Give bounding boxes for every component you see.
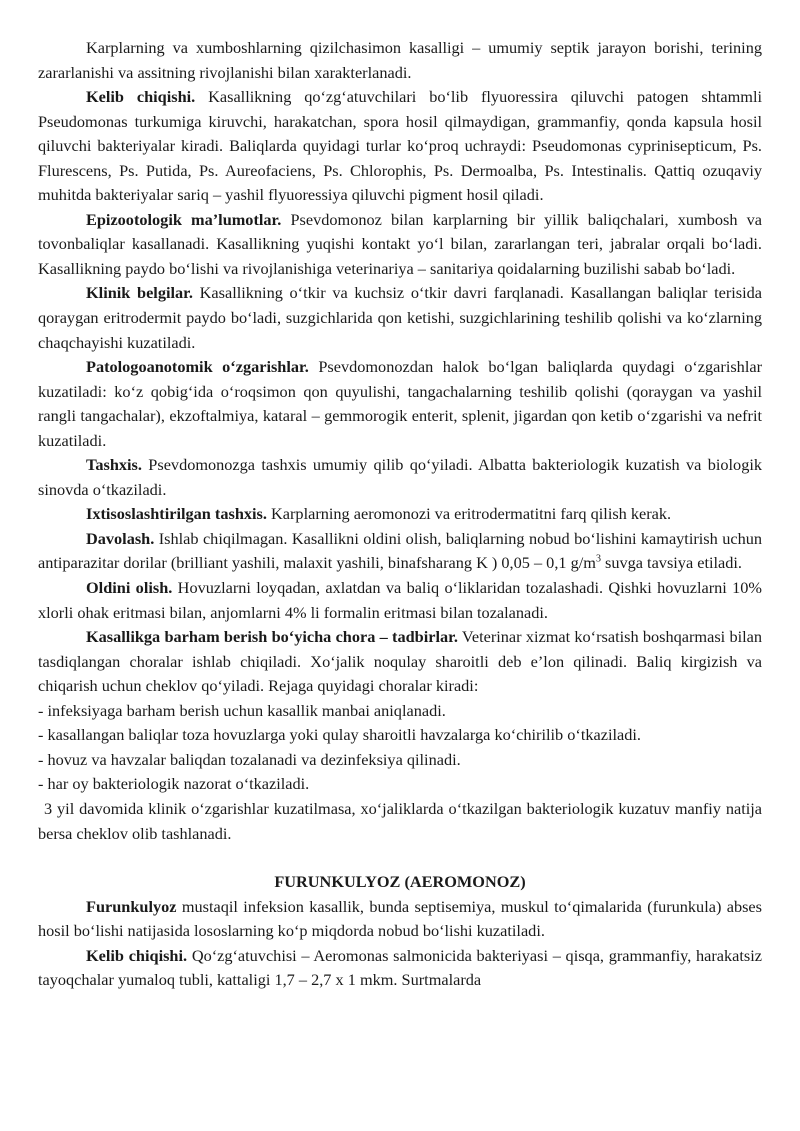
paragraph-label: Kelib chiqishi. <box>86 87 196 107</box>
section-heading: FURUNKULYOZ (AEROMONOZ) <box>274 872 526 892</box>
paragraph-text: mustaqil infeksion kasallik, bunda septisemiya, muskul to‘qimalarida (furunkula) abses hosil bo‘lishi natijasida lososlarning ko‘p miqdorda nobud bo‘lishi kuzatiladi. <box>38 896 762 941</box>
paragraph-furunculosis-origin <box>38 944 762 993</box>
paragraph-diagnosis <box>38 453 762 502</box>
paragraph-label: Patologoanotomik o‘zgarishlar. <box>86 357 309 377</box>
paragraph-text: Veterinar xizmat ko‘rsatish boshqarmasi bilan tasdiqlangan choralar ishlab chiqiladi. Xo‘jalik noqulay sharoitli deb e’lon qilinadi. Baliq kirgizish va chiqarish uchun cheklov qo‘yiladi. Rejaga quyidagi choralar kiradi: <box>38 627 762 696</box>
paragraph-text: Karplarning aeromonozi va eritrodermatitni farq qilish kerak. <box>266 504 672 524</box>
superscript: 3 <box>595 554 601 566</box>
document-page <box>38 36 762 993</box>
paragraph-text: Psevdomonoz bilan karplarning bir yillik baliqchalari, xumbosh va tovonbaliqlar kasallanadi. Kasallikning yuqishi kontakt yo‘l bilan, zararlangan teri, jabralar orqali bo‘ladi. Kasallikning paydo bo‘lishi va rivojlanishiga veterinariya – sanitariya qoidalarning buzilishi sabab bo‘ladi. <box>38 209 762 278</box>
paragraph-text: Kasallikning o‘tkir va kuchsiz o‘tkir davri farqlanadi. Kasallangan baliqlar terisida qoraygan eritrodermit paydo bo‘ladi, suzgichlarida qon ketishi, suzgichlarining teshilib qolishi va ko‘zlarning chaqchayishi kuzatiladi. <box>38 283 763 352</box>
paragraph-label: Kasallikga barham berish bo‘yicha chora – tadbirlar. <box>86 627 458 647</box>
paragraph-conclusion <box>38 797 762 846</box>
paragraph-pathology <box>38 355 762 453</box>
list-item: - kasallangan baliqlar toza hovuzlarga yoki qulay sharoitli havzalarga ko‘chirilib o‘tkaziladi. <box>38 725 641 745</box>
paragraph-clinical-signs <box>38 281 762 355</box>
paragraph-text: Psevdomonozga tashxis umumiy qilib qo‘yiladi. Albatta bakteriologik kuzatish va biologik sinovda o‘tkaziladi. <box>38 455 762 499</box>
paragraph-text: Hovuzlarni loyqadan, axlatdan va baliq o‘liklaridan tozalashadi. Qishki hovuzlarni 10% xlorli ohak eritmasi bilan, anjomlarni 4% li formalin eritmasi bilan tozalanadi. <box>38 578 762 622</box>
paragraph-text: Kasallikning qo‘zg‘atuvchilari bo‘lib flyuoressira qiluvchi patogen shtammli Pseudomonas turkumiga kiruvchi, harakatchan, spora hosil qilmaydigan, grammanfiy, qonda kapsula hosil qiluvchi bakteriyalar kiradi. Baliqlarda quyidagi turlar ko‘proq uchraydi: Pseudomonas cyprinisepticum, Ps. Flurescens, Ps. Putida, Ps. Aureofaciens, Ps. Chlorophis, Ps. Dermoalba, Ps. Intestinalis. Qattiq ozuqaviy muhitda bakteriyalar sariq – yashil flyuoressiya qiluvchi pigment hosil qiladi. <box>38 87 762 205</box>
paragraph-epizootology <box>38 208 762 282</box>
list-item: - hovuz va havzalar baliqdan tozalanadi va dezinfeksiya qilinadi. <box>38 749 461 769</box>
paragraph-text-tail: suvga tavsiya etiladi. <box>600 553 743 573</box>
paragraph-text: Psevdomonozdan halok bo‘lgan baliqlarda quydagi o‘zgarishlar kuzatiladi: ko‘z qobig‘ida o‘roqsimon qon quyulishi, tangachalarning teshilib qolishi (qoraygan va yashil rangli tangachalar), ekzoftalmiya, kataral – gemmorogik enterit, splenit, jigardan qon ketib o‘zgarishi va nefrit kuzatiladi. <box>38 357 762 450</box>
list-item: - infeksiyaga barham berish uchun kasallik manbai aniqlanadi. <box>38 700 446 720</box>
paragraph-furunculosis <box>38 895 762 944</box>
paragraph-label: Epizootologik ma’lumotlar. <box>86 209 282 229</box>
paragraph-text: Qo‘zg‘atuvchisi – Aeromonas salmonicida bakteriyasi – qisqa, grammanfiy, harakatsiz tayoqchalar yumaloq tubli, kattaligi 1,7 – 2,7 x 1 mkm. Surtmalarda <box>38 945 763 990</box>
paragraph-text: Ishlab chiqilmagan. Kasallikni oldini olish, baliqlarning nobud bo‘lishini kamaytirish uchun antiparazitar dorilar (brilliant yashili, malaxit yashili, binafsharang K ) 0,05 – 0,1 g/m <box>38 528 762 573</box>
paragraph-prevention <box>38 576 762 625</box>
paragraph-text: Karplarning va xumboshlarning qizilchasimon kasalligi – umumiy septik jarayon borishi, terining zararlanishi va assitning rivojlanishi bilan xarakterlanadi. <box>38 38 762 82</box>
paragraph-label: Tashxis. <box>86 455 142 475</box>
paragraph-origin <box>38 85 762 208</box>
paragraph-label: Kelib chiqishi. <box>86 945 188 965</box>
paragraph-label: Furunkulyoz <box>86 896 177 916</box>
paragraph-intro <box>38 36 762 85</box>
paragraph-text: 3 yil davomida klinik o‘zgarishlar kuzatilmasa, xo‘jaliklarda o‘tkazilgan bakteriologik kuzatuv manfiy natija bersa cheklov olib tashlanadi. <box>38 798 762 843</box>
paragraph-label: Oldini olish. <box>86 578 173 598</box>
paragraph-label: Davolash. <box>86 528 155 548</box>
paragraph-label: Ixtisoslashtirilgan tashxis. <box>86 504 267 524</box>
list-item: - har oy bakteriologik nazorat o‘tkaziladi. <box>38 774 310 794</box>
paragraph-measures <box>38 625 762 699</box>
paragraph-treatment <box>38 527 762 576</box>
paragraph-label: Klinik belgilar. <box>86 283 193 303</box>
paragraph-differential-diagnosis <box>38 502 762 527</box>
